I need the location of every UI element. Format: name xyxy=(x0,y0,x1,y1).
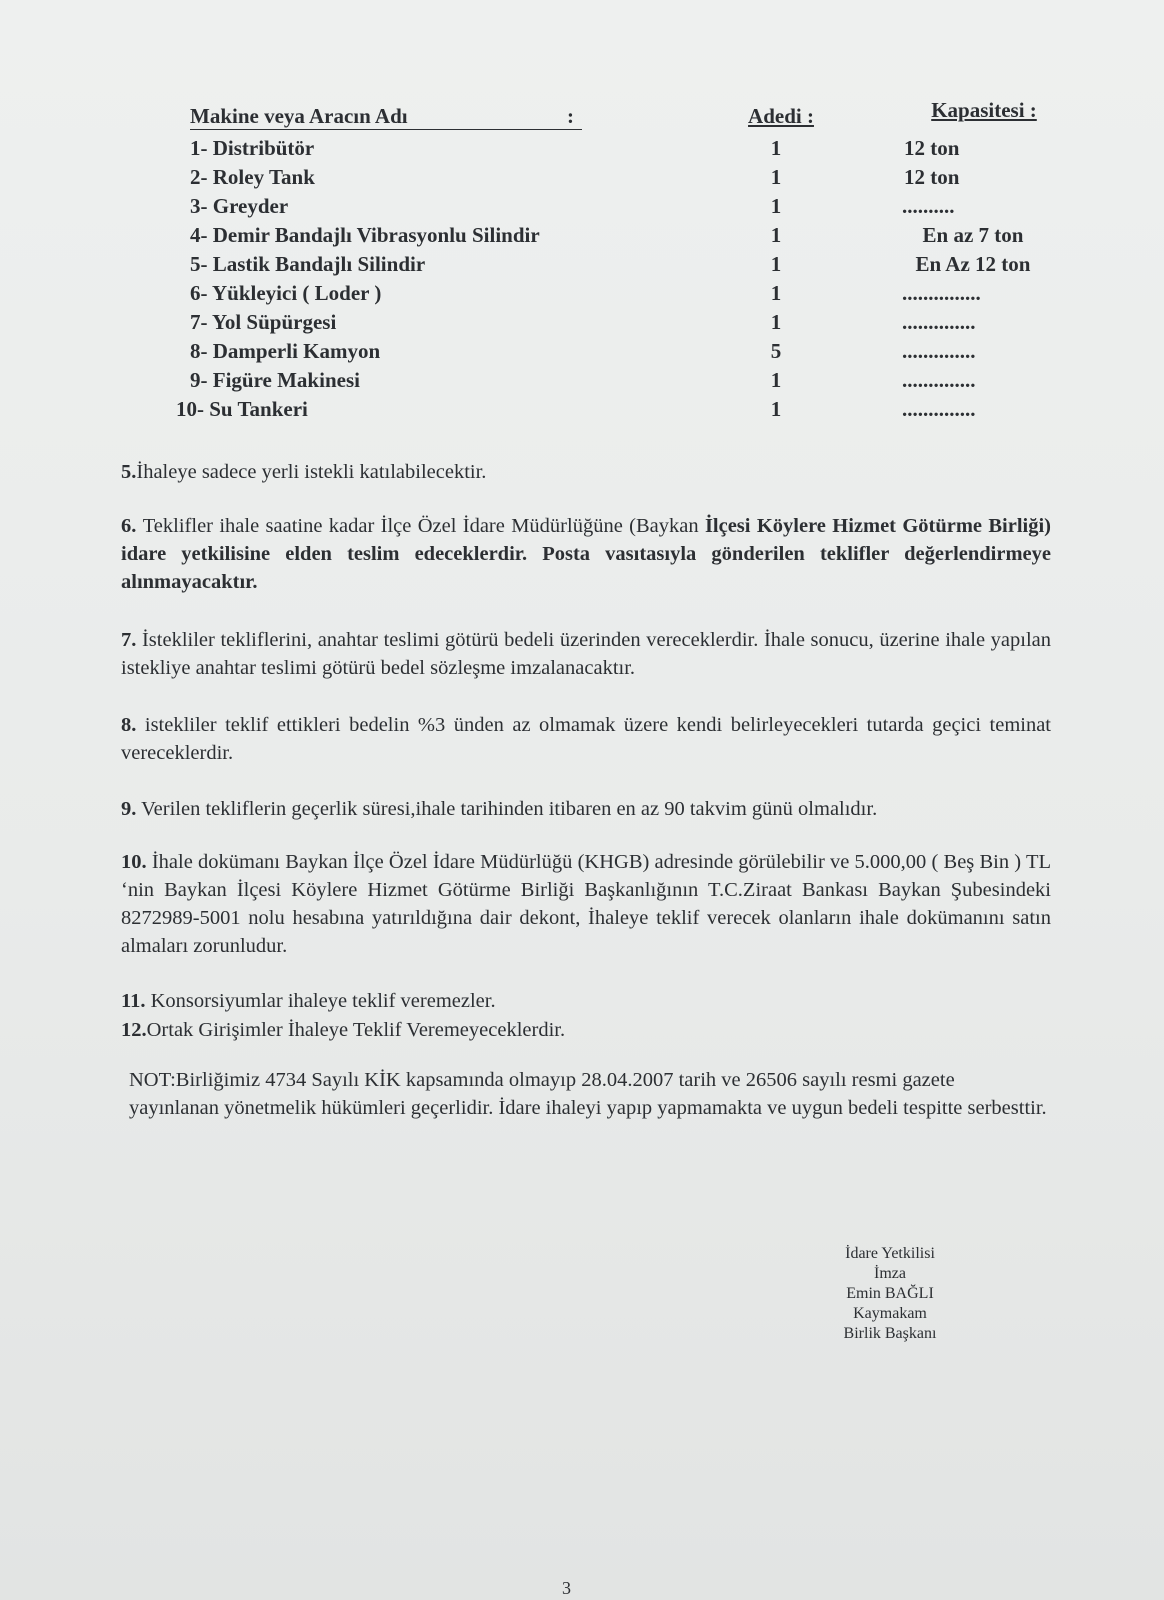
equipment-capacity: ............... xyxy=(902,281,981,305)
signature-role: Birlik Başkanı xyxy=(843,1325,937,1342)
paragraph-number: 5. xyxy=(121,461,137,483)
paragraph-text: Verilen tekliflerin geçerlik süresi,ihale tarihinden itibaren en az 90 takvim günü olmalıdır. xyxy=(141,798,878,820)
signature-title: İdare Yetkilisi xyxy=(845,1245,935,1262)
equipment-rows xyxy=(0,136,1164,426)
equipment-capacity: .............. xyxy=(902,397,976,421)
equipment-capacity: .............. xyxy=(902,310,976,334)
equipment-number: 5- xyxy=(190,252,208,276)
equipment-name-text: Roley Tank xyxy=(212,165,315,189)
equipment-count: 1 xyxy=(770,252,782,276)
equipment-row xyxy=(0,194,1164,223)
note-paragraph: NOT:Birliğimiz 4734 Sayılı KİK kapsamında olmayıp 28.04.2007 tarih ve 26506 sayılı resmi gazete yayınlanan yönetmelik hükümleri geçerlidir. İdare ihaleyi yapıp yapmamakta ve uygun bedeli tespitte serbesttir. xyxy=(129,1069,1047,1119)
paragraph-7 xyxy=(121,626,1051,682)
header-capacity: Kapasitesi : xyxy=(931,98,1037,122)
equipment-count: 1 xyxy=(770,194,782,218)
paragraph-11 xyxy=(121,987,1051,1015)
equipment-count: 1 xyxy=(770,310,782,334)
equipment-row xyxy=(0,165,1164,194)
paragraph-number: 6. xyxy=(121,515,137,537)
equipment-name-text: Greyder xyxy=(212,194,289,218)
equipment-number: 6- xyxy=(190,281,208,305)
equipment-number: 7- xyxy=(190,310,208,334)
signature-position: Kaymakam xyxy=(853,1305,927,1322)
paragraph-text: İhale dokümanı Baykan İlçe Özel İdare Müdürlüğü (KHGB) adresinde görülebilir ve 5.000,00 ( Beş Bin ) TL ‘nin Baykan İlçesi Köylere Hizmet Götürme Birliği Başkanlığının T.C.Ziraat Bankası Baykan Şubesindeki 8272989-5001 nolu hesabına yatırıldığına dair dekont, İhaleye teklif verecek olanların ihale dokümanını satın almaları zorunludur. xyxy=(121,851,1052,957)
equipment-name xyxy=(176,397,308,422)
header-count: Adedi : xyxy=(748,104,814,128)
equipment-number: 8- xyxy=(190,339,208,363)
equipment-table xyxy=(0,98,1164,426)
equipment-name-text: Figüre Makinesi xyxy=(212,368,360,392)
equipment-capacity: En Az 12 ton xyxy=(915,252,1031,276)
equipment-name-text: Distribütör xyxy=(212,136,315,160)
equipment-name xyxy=(190,165,315,190)
equipment-count: 1 xyxy=(770,165,782,189)
equipment-name-text: Demir Bandajlı Vibrasyonlu Silindir xyxy=(212,223,540,247)
equipment-count: 1 xyxy=(770,281,782,305)
paragraph-6 xyxy=(121,512,1051,596)
paragraph-text: İstekliler tekliflerini, anahtar teslimi götürü bedeli üzerinden vereceklerdir. İhale sonucu, üzerine ihale yapılan istekliye anahtar teslimi götürü bedel sözleşme imzalanacaktır. xyxy=(121,629,1052,679)
equipment-capacity: .......... xyxy=(902,194,955,218)
paragraph-text-rest: Hizmet Götürme Birliği) idare yetkilisine elden teslim edeceklerdir. Posta vasıtasıyla gönderilen teklifler değerlendirmeye alınmayacaktır. xyxy=(121,515,1052,593)
paragraph-text-bold: İlçesi Köylere xyxy=(704,515,826,537)
equipment-number: 4- xyxy=(190,223,208,247)
signature-block xyxy=(820,1244,960,1344)
paragraph-12 xyxy=(121,1016,1051,1044)
equipment-count: 1 xyxy=(770,223,782,247)
equipment-name xyxy=(190,136,314,161)
equipment-row xyxy=(0,397,1164,426)
equipment-count: 1 xyxy=(770,368,782,392)
signature-name: Emin BAĞLI xyxy=(846,1285,934,1302)
equipment-capacity: .............. xyxy=(902,368,976,392)
equipment-capacity: 12 ton xyxy=(904,136,960,160)
paragraph-text: Ortak Girişimler İhaleye Teklif Veremeyeceklerdir. xyxy=(146,1019,566,1041)
paragraph-number: 11. xyxy=(121,990,146,1012)
paragraph-number: 12. xyxy=(121,1019,147,1041)
equipment-number: 2- xyxy=(190,165,208,189)
equipment-name-text: Yol Süpürgesi xyxy=(211,310,337,334)
equipment-name xyxy=(190,252,425,277)
equipment-row xyxy=(0,252,1164,281)
equipment-name-text: Yükleyici ( Loder ) xyxy=(211,281,382,305)
equipment-row xyxy=(0,339,1164,368)
equipment-name xyxy=(190,194,288,219)
equipment-capacity: .............. xyxy=(902,339,976,363)
equipment-number: 10- xyxy=(176,397,204,421)
paragraph-number: 8. xyxy=(121,714,137,736)
equipment-capacity: En az 7 ton xyxy=(922,223,1024,247)
paragraph-text-normal: Teklifler ihale saatine kadar İlçe Özel İdare Müdürlüğüne (Baykan xyxy=(142,515,705,537)
equipment-number: 9- xyxy=(190,368,208,392)
paragraph-number: 10. xyxy=(121,851,147,873)
equipment-capacity: 12 ton xyxy=(904,165,960,189)
equipment-row xyxy=(0,281,1164,310)
equipment-name xyxy=(190,368,360,393)
paragraph-9 xyxy=(121,795,1051,823)
equipment-row xyxy=(0,223,1164,252)
equipment-table-header xyxy=(0,98,1164,136)
equipment-name xyxy=(190,339,380,364)
paragraph-number: 9. xyxy=(121,798,137,820)
equipment-name-text: Lastik Bandajlı Silindir xyxy=(212,252,426,276)
equipment-count: 5 xyxy=(770,339,782,363)
paragraph-text: Konsorsiyumlar ihaleye teklif veremezler. xyxy=(150,990,496,1012)
paragraph-8 xyxy=(121,711,1051,767)
equipment-count: 1 xyxy=(770,397,782,421)
header-machine-name xyxy=(190,104,582,130)
equipment-row xyxy=(0,368,1164,397)
equipment-name xyxy=(190,223,540,248)
header-machine-name-text: Makine veya Aracın Adı xyxy=(190,104,408,128)
paragraph-text: İhaleye sadece yerli istekli katılabilecektir. xyxy=(136,461,487,483)
equipment-count: 1 xyxy=(770,136,782,160)
equipment-number: 1- xyxy=(190,136,208,160)
equipment-row xyxy=(0,136,1164,165)
paragraph-text: istekliler teklif ettikleri bedelin %3 ünden az olmamak üzere kendi belirleyecekleri tutarda geçici teminat vereceklerdir. xyxy=(121,714,1052,764)
equipment-name-text: Su Tankeri xyxy=(209,397,308,421)
equipment-name xyxy=(190,310,336,335)
page-number: 3 xyxy=(562,1578,571,1598)
paragraph-number: 7. xyxy=(121,629,137,651)
equipment-name-text: Damperli Kamyon xyxy=(212,339,381,363)
equipment-row xyxy=(0,310,1164,339)
paragraph-10 xyxy=(121,848,1051,960)
paragraph-5 xyxy=(121,458,1051,486)
header-colon: : xyxy=(567,104,574,128)
equipment-number: 3- xyxy=(190,194,208,218)
equipment-name xyxy=(190,281,381,306)
signature-sign-label: İmza xyxy=(874,1265,906,1282)
